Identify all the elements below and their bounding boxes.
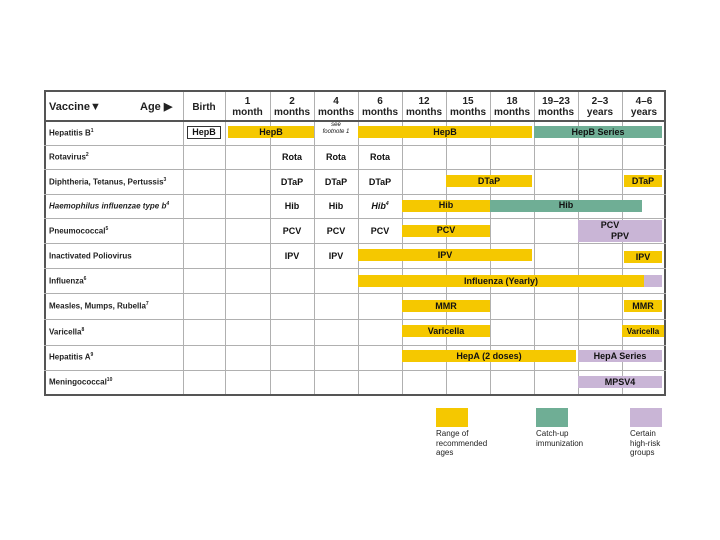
ipv-bar-label: IPV bbox=[437, 250, 453, 260]
grid-line bbox=[44, 194, 666, 195]
dtap-2m: DTaP bbox=[280, 177, 304, 187]
hib-catchup-label: Hib bbox=[558, 200, 574, 210]
mmr-bar-label: MMR bbox=[435, 301, 457, 311]
influenza-highrisk-bar bbox=[644, 275, 662, 287]
legend-swatch-catchup bbox=[536, 408, 568, 427]
vaccine-name-rotavirus: Rotavirus$^2$ bbox=[49, 152, 89, 162]
ipv-4m: IPV bbox=[328, 251, 344, 261]
hib-4m: Hib bbox=[328, 201, 344, 211]
mmr-4-6y-label: MMR bbox=[632, 301, 654, 311]
grid-line bbox=[44, 319, 666, 320]
dtap-4m: DTaP bbox=[324, 177, 348, 187]
vaccine-name-ipv: Inactivated Poliovirus bbox=[49, 251, 132, 261]
vaccine-name-hepa: Hepatitis $A^9$ bbox=[49, 352, 94, 362]
age-col-19-23m: 19–23 months bbox=[537, 96, 575, 118]
grid-line bbox=[44, 345, 666, 346]
pcv-2m: PCV bbox=[282, 226, 302, 236]
age-col-15m: 15 months bbox=[449, 96, 487, 118]
hepb-birth-cell: HepB bbox=[187, 126, 221, 139]
ipv-4-6y-label: IPV bbox=[635, 252, 651, 262]
influenza-bar-label: Influenza (Yearly) bbox=[463, 276, 539, 286]
hib-2m: Hib bbox=[284, 201, 300, 211]
pcv-4m: PCV bbox=[326, 226, 346, 236]
vaccine-header: Vaccine▼ bbox=[49, 101, 101, 113]
rota-2m: Rota bbox=[282, 152, 302, 162]
hepa-bar-label: HepA (2 doses) bbox=[456, 351, 522, 361]
age-col-2-3y: 2–3 years bbox=[586, 96, 614, 118]
ppv-highrisk-label: PPV bbox=[610, 231, 629, 241]
legend-swatch-highrisk bbox=[630, 408, 662, 427]
pcv-bar-label: PCV bbox=[436, 225, 456, 235]
grid-line bbox=[44, 243, 666, 244]
vaccine-name-hib: Haemophilus influenzae type $b^4$ bbox=[49, 201, 170, 211]
age-col-12m: 12 months bbox=[405, 96, 443, 118]
grid-line bbox=[44, 145, 666, 146]
mpsv4-label: MPSV4 bbox=[604, 377, 636, 387]
varicella-bar-label: Varicella bbox=[427, 326, 465, 336]
rota-6m: Rota bbox=[370, 152, 390, 162]
vaccine-name-mmr: Measles, Mumps, Rubella$^7$ bbox=[49, 301, 149, 311]
grid-line bbox=[44, 169, 666, 170]
pcv-highrisk-label: PCV bbox=[600, 220, 620, 230]
hepb-footnote-note: see footnote 1 bbox=[322, 122, 350, 135]
vaccine-name-influenza: Influenza$^6$ bbox=[49, 276, 87, 286]
vaccine-name-meningococcal: Meningococcal$^{10}$ bbox=[49, 377, 113, 387]
dtap-6m: DTaP bbox=[368, 177, 392, 187]
age-col-1m: 1 month bbox=[232, 96, 263, 118]
grid-line bbox=[44, 218, 666, 219]
rota-4m: Rota bbox=[326, 152, 346, 162]
legend-label-range: Range of recommended ages bbox=[436, 429, 488, 457]
grid-line bbox=[44, 293, 666, 294]
hepb-bar-label-1: HepB bbox=[259, 127, 283, 137]
age-col-18m: 18 months bbox=[493, 96, 531, 118]
vaccine-name-hepb: Hepatitis $B^1$ bbox=[49, 128, 94, 138]
ipv-2m: IPV bbox=[284, 251, 300, 261]
legend-swatch-range bbox=[436, 408, 468, 427]
hib-bar-label: Hib bbox=[438, 200, 454, 210]
dtap-bar-label: DTaP bbox=[477, 176, 501, 186]
hib-6m: Hib$^4$ bbox=[371, 201, 389, 211]
dtap-4-6y-label: DTaP bbox=[631, 176, 655, 186]
legend-label-catchup: Catch-up immunization bbox=[536, 429, 584, 448]
hepb-series-label: HepB Series bbox=[571, 127, 625, 137]
age-col-birth: Birth bbox=[192, 102, 216, 113]
varicella-4-6y-label: Varicella bbox=[626, 327, 660, 336]
age-col-4m: 4 months bbox=[317, 96, 355, 118]
age-header: Age ▶ bbox=[140, 101, 173, 113]
pcv-6m: PCV bbox=[370, 226, 390, 236]
age-col-4-6y: 4–6 years bbox=[630, 96, 658, 118]
grid-line bbox=[44, 268, 666, 269]
hepa-series-label: HepA Series bbox=[593, 351, 647, 361]
vaccine-name-varicella: Varicella$^8$ bbox=[49, 327, 85, 337]
hepb-bar-label-2: HepB bbox=[433, 127, 457, 137]
age-col-6m: 6 months bbox=[361, 96, 399, 118]
age-col-2m: 2 months bbox=[273, 96, 311, 118]
vaccine-name-dtap: Diphtheria, Tetanus, Pertussis$^3$ bbox=[49, 177, 167, 187]
vaccine-name-pneumococcal: Pneumococcal$^5$ bbox=[49, 226, 109, 236]
legend-label-highrisk: Certain high-risk groups bbox=[630, 429, 661, 457]
grid-line bbox=[44, 370, 666, 371]
